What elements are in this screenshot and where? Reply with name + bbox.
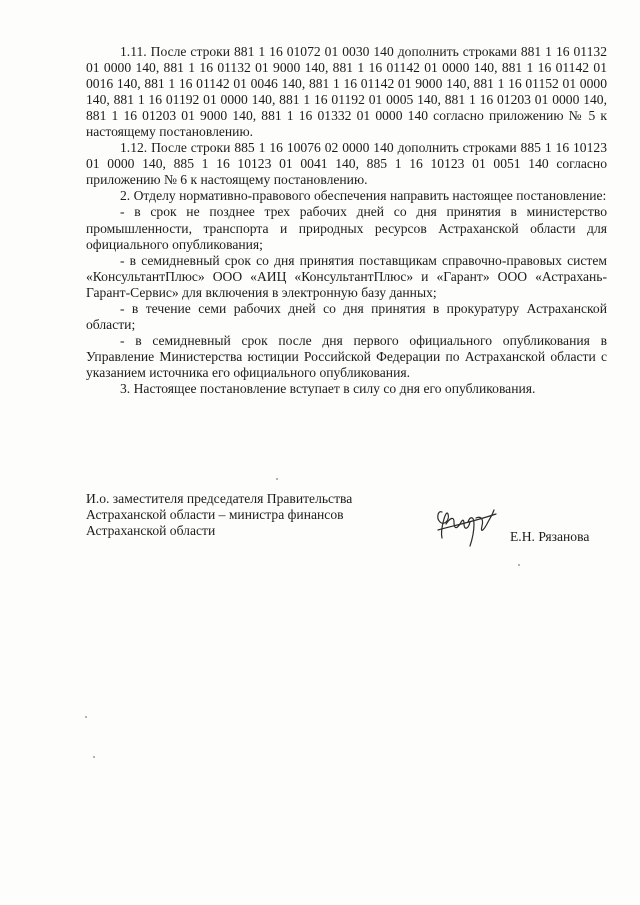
list-item-ministry: - в срок не позднее трех рабочих дней со дня принятия в министерство промышленности, транспорта и природных ресурсов Астраханской области для официального опубликования; [86, 204, 607, 252]
list-item-prosecutor: - в течение семи рабочих дней со дня принятия в прокуратуру Астраханской области; [86, 300, 607, 332]
scan-speck [518, 564, 520, 566]
handwritten-signature [432, 500, 502, 552]
list-item-legal-systems: - в семидневный срок со дня принятия поставщикам справочно-правовых систем «КонсультантПлюс» ООО «АИЦ «КонсультантПлюс» и «Гарант» ООО «Астрахань-Гарант-Сервис» для включения в электронную базу данных; [86, 252, 607, 300]
paragraph-1-11: 1.11. После строки 881 1 16 01072 01 0030 140 дополнить строками 881 1 16 01132 01 0000 140, 881 1 16 01132 01 9000 140, 881 1 16 01142 01 0000 140, 881 1 16 01142 01 0016 140, 881 1 16 01142 01 0046 140, 881 1 16 01142 01 9000 140, 881 1 16 01152 01 0000 140, 881 1 16 01192 01 0000 140, 881 1 16 01192 01 0005 140, 881 1 16 01203 01 0000 140, 881 1 16 01203 01 9000 140, 881 1 16 01332 01 0000 140 согласно приложению № 5 к настоящему постановлению. [86, 44, 607, 140]
paragraph-3: 3. Настоящее постановление вступает в силу со дня его опубликования. [120, 380, 536, 396]
scan-speck [93, 756, 95, 758]
signatory-title [86, 491, 406, 539]
paragraph-1-12: 1.12. После строки 885 1 16 10076 02 0000 140 дополнить строками 885 1 16 10123 01 0000 140, 885 1 16 10123 01 0041 140, 885 1 16 10123 01 0051 140 согласно приложению № 6 к настоящему постановлению. [86, 140, 607, 188]
paragraph-2: 2. Отделу нормативно-правового обеспечения направить настоящее постановление: [120, 188, 607, 204]
signatory-title-line: И.о. заместителя председателя Правительства [86, 491, 353, 506]
scan-speck [276, 478, 278, 480]
signatory-title-line: Астраханской области [86, 523, 216, 538]
list-item-justice: - в семидневный срок после дня первого официального опубликования в Управление Министерства юстиции Российской Федерации по Астраханской области с указанием источника его официального опубликования. [86, 332, 607, 380]
document-body [86, 44, 607, 397]
signatory-name: Е.Н. Рязанова [510, 529, 590, 544]
signatory-title-line: Астраханской области – министра финансов [86, 507, 344, 522]
scan-speck [85, 716, 87, 718]
